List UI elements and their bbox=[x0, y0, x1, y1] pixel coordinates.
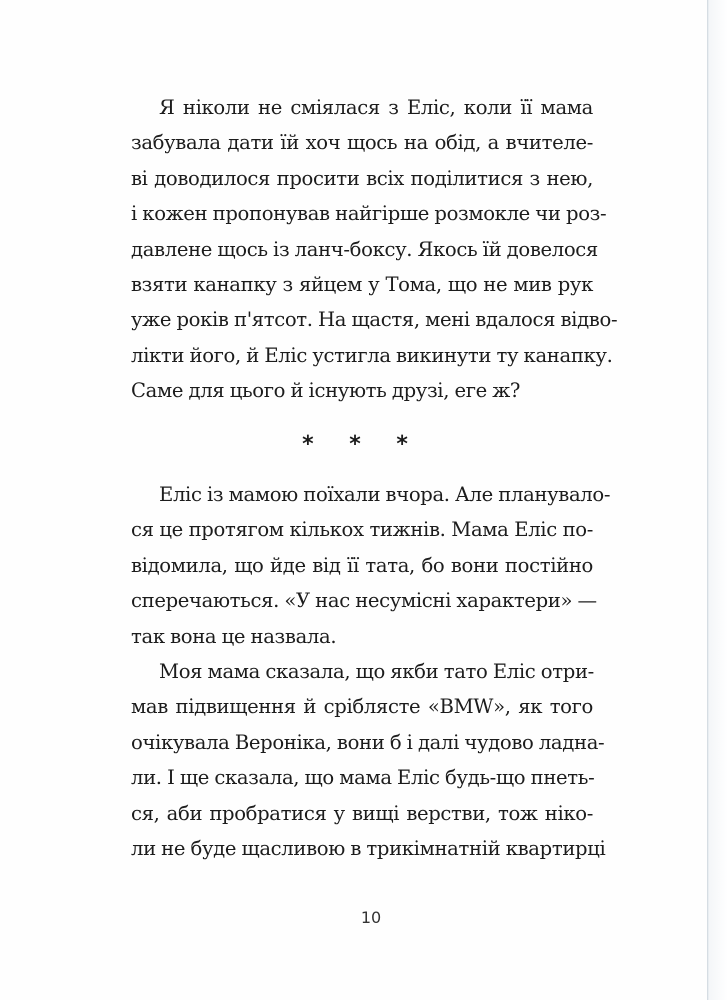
text-line: очікувала Вероніка, вони б і далі чудово ладна- bbox=[131, 730, 605, 754]
text-line: ві доводилося просити всіх поділитися з нею, bbox=[131, 166, 593, 190]
text-line: Моя мама сказала, що якби тато Еліс отри- bbox=[159, 660, 594, 683]
text-line: взяти канапку з яйцем у Тома, що не мив рук bbox=[131, 272, 593, 296]
text-line: Еліс із мамою поїхали вчора. Але планувало- bbox=[159, 483, 611, 506]
text-line: так вона це назвала. bbox=[131, 624, 337, 648]
paragraph-3 bbox=[131, 654, 606, 866]
text-line: лікти його, й Еліс устигла викинути ту канапку. bbox=[131, 343, 613, 367]
text-line: Я ніколи не сміялася з Еліс, коли її мама bbox=[159, 96, 593, 119]
text-line: Саме для цього й існують друзі, еге ж? bbox=[131, 379, 521, 403]
text-line: давлене щось із ланч-боксу. Якось їй довелося bbox=[131, 237, 598, 261]
text-line: відомила, що йде від її тата, бо вони постійно bbox=[131, 553, 593, 577]
text-line: ли. І ще сказала, що мама Еліс будь-що пнеть- bbox=[131, 766, 595, 790]
text-line: уже років п'ятсот. На щастя, мені вдалося відво- bbox=[131, 308, 618, 332]
text-line: сперечаються. «У нас несумісні характери» — bbox=[131, 589, 597, 613]
text-line: ли не буде щасливою в трикімнатній квартирці bbox=[131, 836, 606, 860]
section-divider: * * * bbox=[302, 432, 422, 457]
paragraph-2 bbox=[131, 477, 611, 654]
text-line: ся, аби пробратися у вищі верстви, тож ніко- bbox=[131, 801, 593, 825]
page-number: 10 bbox=[360, 908, 382, 927]
text-line: мав підвищення й сріблясте «BMW», як того bbox=[131, 695, 593, 719]
paragraph-1 bbox=[131, 90, 618, 409]
page-edge bbox=[709, 0, 728, 1000]
text-line: ся це протягом кількох тижнів. Мама Еліс по- bbox=[131, 518, 593, 542]
text-line: і кожен пропонував найгірше розмокле чи роз- bbox=[131, 202, 607, 226]
text-line: забувала дати їй хоч щось на обід, а вчителе- bbox=[131, 131, 593, 155]
